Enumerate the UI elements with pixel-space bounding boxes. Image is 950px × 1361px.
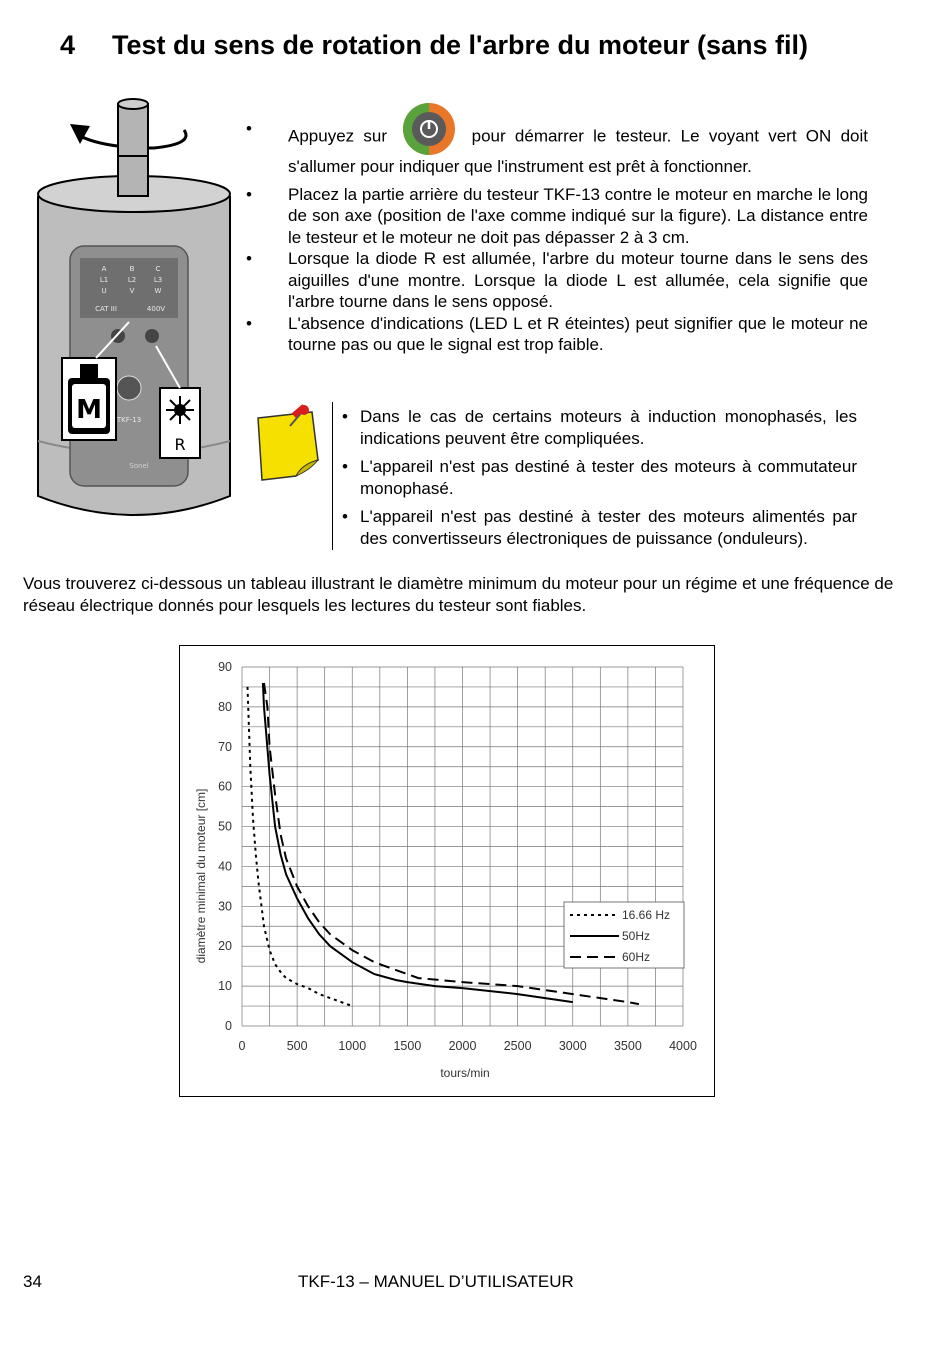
x-tick-label: 1000 bbox=[338, 1039, 367, 1053]
led-label-l1: L1 bbox=[99, 276, 109, 284]
instruction-item: • L'absence d'indications (LED L et R éteintes) peut signifier que le moteur ne tourne pas ou que le signal est trop faible. bbox=[246, 313, 868, 356]
led-label-w: W bbox=[154, 287, 162, 295]
led-burst-icon bbox=[166, 396, 194, 424]
chart-intro-paragraph: Vous trouverez ci-dessous un tableau illustrant le diamètre minimum du moteur pour un régime et une fréquence de réseau électrique donnés pour lesquels les lectures du testeur sont fiables. bbox=[23, 574, 894, 615]
instruction-item: • Lorsque la diode R est allumée, l'arbre du moteur tourne dans le sens des aiguilles d'une montre. Lorsque la diode L est allumée, cela signifie que l'arbre tourne dans le sens opposé. bbox=[246, 248, 868, 313]
sticky-note-pin-icon bbox=[252, 404, 324, 482]
chart-legend bbox=[564, 902, 684, 968]
instruction-list bbox=[246, 118, 868, 356]
y-tick-label: 80 bbox=[218, 699, 232, 714]
on-button-icon bbox=[402, 102, 456, 156]
section-number: 4 bbox=[60, 30, 76, 60]
instruction-1-before: Appuyez sur bbox=[288, 126, 388, 146]
y-tick-label: 20 bbox=[218, 939, 232, 954]
x-tick-label: 2000 bbox=[448, 1039, 477, 1053]
y-tick-label: 30 bbox=[218, 899, 232, 914]
led-label-v: V bbox=[129, 287, 135, 295]
brand-label: Sonel bbox=[129, 462, 149, 470]
x-tick-label: 0 bbox=[238, 1039, 246, 1053]
x-tick-label: 500 bbox=[286, 1039, 308, 1053]
page-number: 34 bbox=[23, 1272, 42, 1291]
y-tick-label: 0 bbox=[225, 1019, 232, 1033]
x-tick-label: 3000 bbox=[558, 1039, 587, 1053]
legend-label: 60Hz bbox=[622, 950, 651, 964]
led-label-l3: L3 bbox=[153, 276, 163, 284]
model-label: TKF-13 bbox=[116, 416, 142, 424]
note-item: • L'appareil n'est pas destiné à tester des moteurs alimentés par des convertisseurs électroniques de puissance (onduleurs). bbox=[342, 506, 857, 549]
x-tick-label: 1500 bbox=[393, 1039, 422, 1053]
motor-diameter-chart bbox=[179, 645, 715, 1097]
rotation-arrow-head-icon bbox=[70, 124, 90, 144]
motor-symbol-label: M bbox=[76, 395, 102, 425]
note-item: • L'appareil n'est pas destiné à tester des moteurs à commutateur monophasé. bbox=[342, 456, 857, 499]
x-tick-label: 4000 bbox=[669, 1039, 697, 1053]
y-tick-label: 50 bbox=[218, 819, 232, 834]
x-tick-label: 2500 bbox=[503, 1039, 532, 1053]
legend-label: 16.66 Hz bbox=[622, 908, 671, 922]
y-tick-label: 70 bbox=[218, 739, 232, 754]
led-label-a: A bbox=[101, 265, 107, 273]
note-item: • Dans le cas de certains moteurs à induction monophasés, les indications peuvent être compliquées. bbox=[342, 406, 857, 449]
led-label-u: U bbox=[101, 287, 107, 295]
led-label-b: B bbox=[129, 265, 135, 273]
y-tick-label: 60 bbox=[218, 779, 232, 794]
x-axis-label: tours/min bbox=[440, 1066, 490, 1080]
led-label-l2: L2 bbox=[127, 276, 137, 284]
y-tick-label: 40 bbox=[218, 859, 232, 874]
instruction-1-after: pour démarrer le testeur. Le voyant vert ON doit s'allumer pour indiquer que l'instrument est prêt à fonctionner. bbox=[288, 126, 868, 176]
instruction-item bbox=[246, 118, 868, 178]
motor-tester-illustration bbox=[34, 96, 234, 526]
led-label-c: C bbox=[155, 265, 161, 273]
power-button-icon bbox=[117, 376, 141, 400]
instruction-item: • Placez la partie arrière du testeur TKF-13 contre le moteur en marche le long de son axe (position de l'axe comme indiqué sur la figure). La distance entre le testeur et le moteur ne doit pas dépasser 2 à 3 cm. bbox=[246, 184, 868, 249]
cat-label: CAT III bbox=[95, 305, 117, 313]
y-tick-label: 90 bbox=[218, 660, 232, 674]
section-title: Test du sens de rotation de l'arbre du moteur (sans fil) bbox=[112, 30, 809, 60]
voltage-label: 400V bbox=[146, 305, 166, 313]
x-tick-label: 3500 bbox=[613, 1039, 642, 1053]
diode-symbol-label: R bbox=[174, 435, 186, 454]
y-axis-label: diamètre minimal du moteur [cm] bbox=[194, 788, 208, 964]
y-tick-label: 10 bbox=[218, 979, 232, 994]
legend-label: 50Hz bbox=[622, 929, 651, 943]
section-heading bbox=[60, 30, 808, 61]
footer-title: TKF-13 – MANUEL D’UTILISATEUR bbox=[298, 1272, 574, 1291]
note-divider bbox=[332, 402, 333, 550]
note-list bbox=[342, 406, 857, 556]
